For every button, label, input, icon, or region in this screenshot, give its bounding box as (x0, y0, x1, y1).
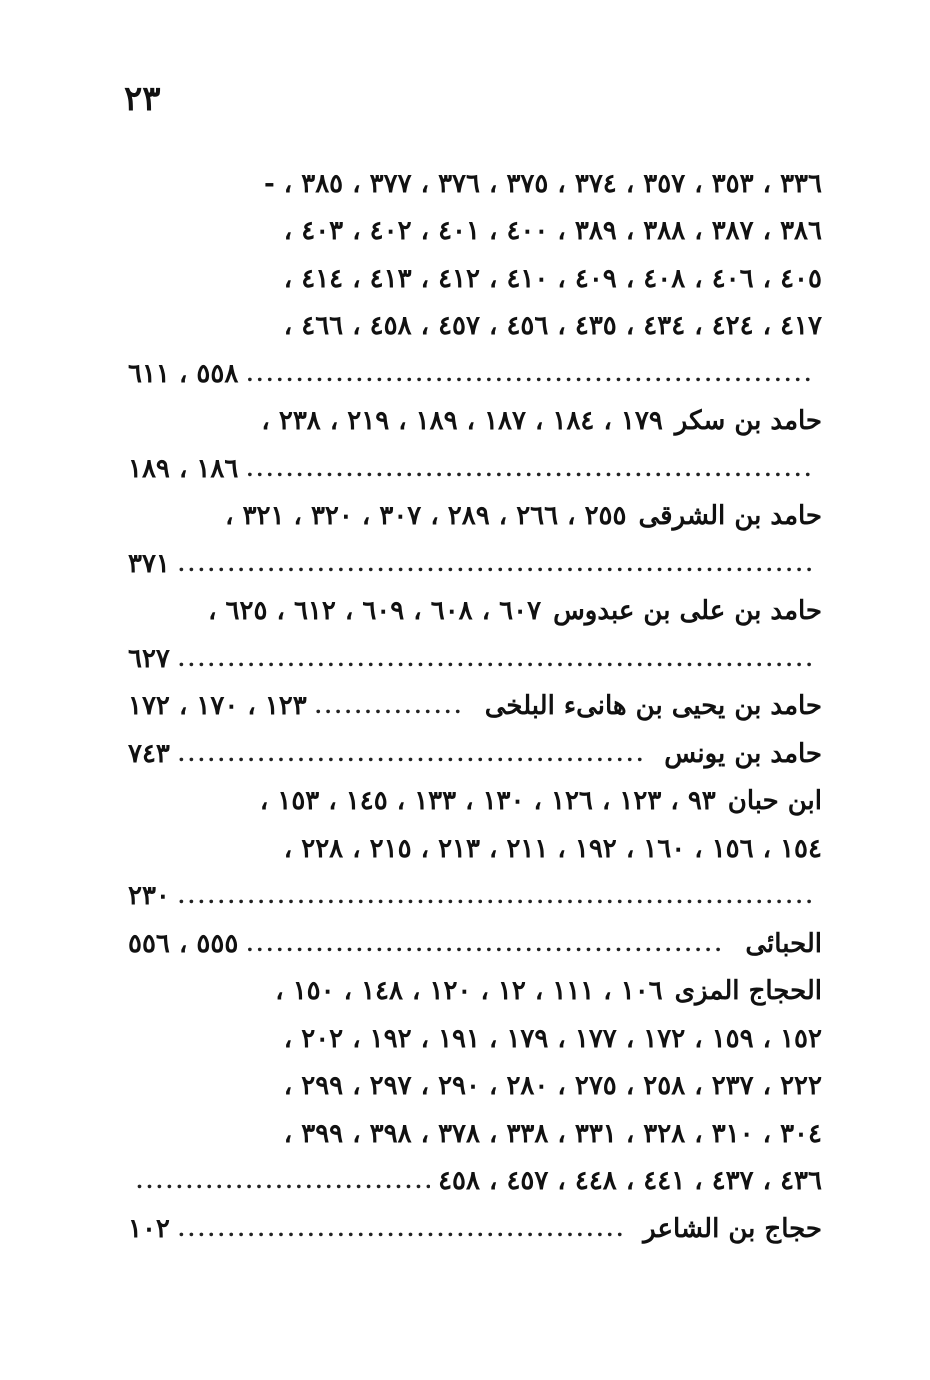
dot-leader (178, 552, 814, 576)
page-references: ١٨٦ ، ١٨٩ (128, 453, 239, 484)
dot-leader (136, 1169, 430, 1193)
dot-leader (178, 884, 814, 908)
entry-name: الحبائى (745, 928, 822, 959)
page-references: ٤١٧ ، ٤٢٤ ، ٤٣٤ ، ٤٣٥ ، ٤٥٦ ، ٤٥٧ ، ٤٥٨ ، ٤٦٦ ، (283, 311, 822, 342)
index-entry (128, 1205, 822, 1253)
index-line (128, 255, 822, 303)
index-list (128, 160, 822, 1253)
entry-name: حجاج بن الشاعر (643, 1213, 822, 1244)
entry-name: حامد بن على بن عبدوس (553, 596, 822, 627)
index-line (128, 160, 822, 208)
page-references: ١٥٤ ، ١٥٦ ، ١٦٠ ، ١٩٢ ، ٢١١ ، ٢١٣ ، ٢١٥ ، ٢٢٨ ، (283, 833, 822, 864)
entry-name: حامد بن يونس (664, 738, 822, 769)
page-references: ٣٣٦ ، ٣٥٣ ، ٣٥٧ ، ٣٧٤ ، ٣٧٥ ، ٣٧٦ ، ٣٧٧ ، ٣٨٥ ، - (263, 168, 822, 199)
page-references: ٢٢٢ ، ٢٣٧ ، ٢٥٨ ، ٢٧٥ ، ٢٨٠ ، ٢٩٠ ، ٢٩٧ ، ٢٩٩ ، (283, 1071, 822, 1102)
index-line (128, 445, 822, 493)
index-entry (128, 968, 822, 1016)
index-entry (128, 778, 822, 826)
page-references: ٧٤٣ (128, 738, 170, 769)
index-line (128, 635, 822, 683)
index-entry (128, 398, 822, 446)
page-references: ٥٥٥ ، ٥٥٦ (128, 928, 239, 959)
page-references: ١٠٢ (128, 1213, 170, 1244)
page-references: ٣٧١ (128, 548, 170, 579)
page-number: ٢٣ (124, 79, 161, 119)
index-line (128, 1063, 822, 1111)
dot-leader (315, 694, 465, 718)
index-line (128, 350, 822, 398)
index-entry (128, 920, 822, 968)
entry-name: حامد بن سكر (674, 406, 822, 437)
page-references: ٦٠٧ ، ٦٠٨ ، ٦٠٩ ، ٦١٢ ، ٦٢٥ ، (208, 596, 542, 627)
entry-name: ابن حبان (727, 786, 822, 817)
index-entry (128, 588, 822, 636)
page-references: ٤٣٦ ، ٤٣٧ ، ٤٤١ ، ٤٤٨ ، ٤٥٧ ، ٤٥٨ (438, 1166, 822, 1197)
index-line (128, 303, 822, 351)
page-references: ١٠٦ ، ١١١ ، ١٢ ، ١٢٠ ، ١٤٨ ، ١٥٠ ، (275, 976, 663, 1007)
page-references: ٣٠٤ ، ٣١٠ ، ٣٢٨ ، ٣٣١ ، ٣٣٨ ، ٣٧٨ ، ٣٩٨ ، ٣٩٩ ، (283, 1118, 822, 1149)
page-references: ٦٢٧ (128, 643, 170, 674)
index-line (128, 540, 822, 588)
page-references: ٣٨٦ ، ٣٨٧ ، ٣٨٨ ، ٣٨٩ ، ٤٠٠ ، ٤٠١ ، ٤٠٢ ، ٤٠٣ ، (283, 216, 822, 247)
entry-name: حامد بن يحيى بن هانىء البلخى (484, 691, 822, 722)
index-entry (128, 683, 822, 731)
dot-leader (178, 1217, 623, 1241)
dot-leader (178, 742, 644, 766)
index-line (128, 825, 822, 873)
index-line (128, 1110, 822, 1158)
page-references: ٥٥٨ ، ٦١١ (128, 358, 239, 389)
dot-leader (246, 362, 814, 386)
page-references: ٩٣ ، ١٢٣ ، ١٢٦ ، ١٣٠ ، ١٣٣ ، ١٤٥ ، ١٥٣ ، (259, 786, 716, 817)
entry-name: الحجاج المزى (674, 976, 822, 1007)
index-line (128, 208, 822, 256)
page-references: ١٢٣ ، ١٧٠ ، ١٧٢ (128, 691, 307, 722)
index-entry (128, 730, 822, 778)
index-line (128, 1015, 822, 1063)
page-references: ١٥٢ ، ١٥٩ ، ١٧٢ ، ١٧٧ ، ١٧٩ ، ١٩١ ، ١٩٢ ، ٢٠٢ ، (283, 1023, 822, 1054)
index-line (128, 873, 822, 921)
page-references: ٢٣٠ (128, 881, 170, 912)
entry-name: حامد بن الشرقى (638, 501, 822, 532)
page-references: ٢٥٥ ، ٢٦٦ ، ٢٨٩ ، ٣٠٧ ، ٣٢٠ ، ٣٢١ ، (225, 501, 627, 532)
index-entry (128, 493, 822, 541)
page-references: ١٧٩ ، ١٨٤ ، ١٨٧ ، ١٨٩ ، ٢١٩ ، ٢٣٨ ، (261, 406, 663, 437)
dot-leader (178, 647, 814, 671)
index-line (128, 1158, 822, 1206)
dot-leader (246, 932, 725, 956)
dot-leader (246, 457, 814, 481)
page-references: ٤٠٥ ، ٤٠٦ ، ٤٠٨ ، ٤٠٩ ، ٤١٠ ، ٤١٢ ، ٤١٣ ، ٤١٤ ، (283, 263, 822, 294)
